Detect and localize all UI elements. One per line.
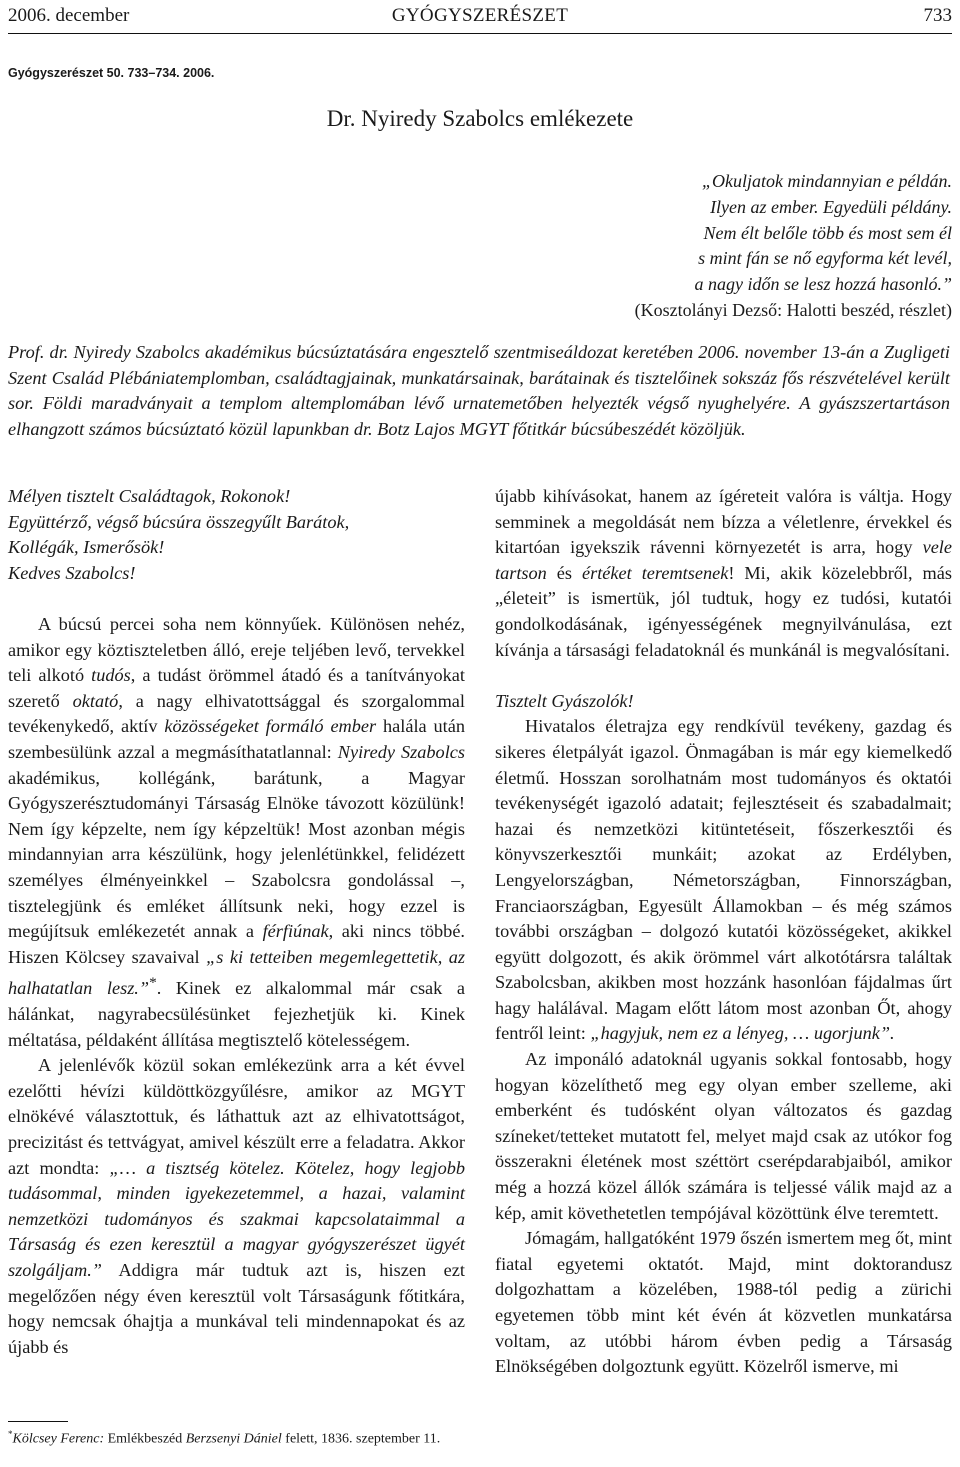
poem-line: „Okuljatok mindannyian e példán. xyxy=(702,171,952,191)
body-paragraph: Jómagám, hallgatóként 1979 őszén ismertem meg őt, mint fiatal egyetemi oktatót. Majd, mint doktorandusz dolgozhattam a közelében, 1988-tól pedig a zürichi egyetemen több mint két évén át közvetlen munkatársa voltam, az utóbbi három évben pedig a Társaság Elnökségében dolgoztunk együtt. Közelről ismerve, mi xyxy=(495,1228,952,1377)
salutation: Kollégák, Ismerősök! xyxy=(8,537,165,558)
body-paragraph: Hivatalos életrajza egy rendkívül tevékeny, gazdag és sikeres életpályát igazol. Önmagában is már egy kiemelkedő életmű. Hosszan sorolhatnám most tudományos és oktatói tevékenységét igazoló adatait; fejlesztéseit és szabadalmait; hazai és nemzetközi kitüntetéseit, főszerkesztői és könyvszerkesztői munkáit; azokat az Erdélyben, Lengyelországban, Németországban, Finnországban, Franciaországban, Egyesült Államokban – és még számos további országban – dolgozó kutatói közösségeket, akikkel együtt dolgozott, és akik örömmel várt alkotótársra találtak Szabolcsban, akikben most hozzánk hasonlóan fájdalmas űrt hagy halálával. Magam előtt látom most azonban Őt, ahogy fentről leint: „hagyjuk, nem ez a lényeg, … ugorjunk”. xyxy=(495,716,952,1044)
footnote-rule xyxy=(8,1421,68,1422)
body-paragraph: A jelenlévők közül sokan emlékezünk arra a két évvel ezelőtti hévízi küldöttközgyűlésre, amikor az MGYT elnökévé választottuk, és láthattuk azt az elhivatottságot, precizitást és tettvágyat, amivel készült erre a feladatra. Akkor azt mondta: „… a tisztség kötelez. Kötelez, hogy legjobb tudásommal, minden igyekezetemmel, a hazai, valamint nemzetközi tudományos és szakmai kapcsolataimmal a Társaság és ezen keresztül a magyar gyógyszerészet ügyét szolgáljam.” Addigra már tudtuk azt is, hiszen ezt megelőzően négy éven keresztül volt Társaságunk főtitkára, hogy nemcsak óhajtja a munkával teli mindennapokat és az újabb és xyxy=(8,1055,465,1357)
right-column xyxy=(495,484,952,1380)
salutation: Együttérző, végső búcsúra összegyűlt Barátok, xyxy=(8,511,350,532)
poem-line: Ilyen az ember. Egyedüli példány. xyxy=(710,196,952,217)
article-title: Dr. Nyiredy Szabolcs emlékezete xyxy=(326,106,634,131)
header-date: 2006. december xyxy=(8,5,130,26)
header-rule xyxy=(8,33,952,34)
body-paragraph: újabb kihívásokat, hanem az ígéreteit valóra is váltja. Hogy semminek a megoldását nem bízza a véletlenre, érvekkel és kitartóan igyekszik rávenni környezetét is arra, hogy vele tartson és értéket teremtsenek! Mi, akik közelebbről, más „életeit” is ismertük, jól tudtuk, hogy ez tudósi, kutatói gondolkodásának, igényességének megnyilvánulása, ezt kívánja a társasági feladatoknál és munkánál is megvalósítani. xyxy=(495,486,953,660)
page-number: 733 xyxy=(923,5,952,26)
body-paragraph: A búcsú percei soha nem könnyűek. Különösen nehéz, amikor egy köztiszteletben álló, ereje teljében levő, tervekkel teli alkotó tudós, a tudást örömmel átadó és a tanítványokat szerető oktató, a nagy elhivatottsággal és szorgalommal tevékenykedő, aktív közösségeket formáló ember halála után szembesülünk azzal a megmásíthatatlannal: Nyiredy Szabolcs akadémikus, kollégánk, barátunk, a Magyar Gyógyszerésztudományi Társaság Elnöke távozott közülünk! Nem így képzelte, nem így képzeltük! Most azonban mégis mindannyian arra készülünk, hogy jelenlétünkkel, felidézett személyes élményeinkkel – Szabolcsra gondolással –, tisztelegjünk és emléket állítsunk neki, hogy ezzel is megújítsuk emlékezetét annak a férfiúnak, aki nincs többé. Hiszen Kölcsey szavaival „s ki tetteiben megemlegettetik, az halhatatlan lesz.”*. Kinek ez alkalommal már csak a hálánkat, nagyrabecsülésünket fejezhetjük ki. Kinek méltatása, példaként állítása megtisztelő kötelességem. xyxy=(8,613,466,1050)
poem-line: s mint fán se nő egyforma két levél, xyxy=(698,248,952,269)
lead-paragraph: Prof. dr. Nyiredy Szabolcs akadémikus búcsúztatására engesztelő szentmiseáldozat keretében 2006. november 13-án a Zugligeti Szent Család Plébániatemplomban, családtagjainak, munkatársainak, barátainak és tisztelőinek sokszáz fős részvételével került sor. Földi maradványait a templom altemplomában lévő urnatemetőben helyezték végső nyughelyére. A gyászszertartáson elhangzott számos búcsúztató közül lapunkban dr. Botz Lajos MGYT főtitkár búcsúbeszédét közöljük. xyxy=(8,342,950,439)
poem-line: Nem élt belőle több és most sem él xyxy=(703,222,952,243)
footnote: *Kölcsey Ferenc: Emlékbeszéd Berzsenyi Dániel felett, 1836. szeptember 11. xyxy=(8,1429,441,1447)
salutation: Tisztelt Gyászolók! xyxy=(495,690,634,711)
header-journal: GYÓGYSZERÉSZET xyxy=(391,5,569,26)
poem-source: (Kosztolányi Dezső: Halotti beszéd, részlet) xyxy=(634,299,952,320)
poem-line: a nagy időn se lesz hozzá hasonló.” xyxy=(694,274,952,295)
running-header xyxy=(8,4,952,28)
salutation: Kedves Szabolcs! xyxy=(8,562,136,583)
body-paragraph: Az imponáló adatoknál ugyanis sokkal fontosabb, hogy hogyan közelíthető meg egy olyan ember szelleme, aki emberként és tudósként olyan változatos és gazdag színeket/tetteket mutatott fel, melyet majd csak az utókor fog összerakni életének most széttört cserépdarabjaiból, amikor még a hozzá közel állók számára is teljessé válik majd az a kép, amit követhetetlen tempójával közöttünk élve teremtett. xyxy=(495,1049,952,1223)
left-column xyxy=(8,484,465,1360)
footnote-marker: * xyxy=(149,974,157,992)
salutation: Mélyen tisztelt Családtagok, Rokonok! xyxy=(8,486,291,506)
citation: Gyógyszerészet 50. 733–734. 2006. xyxy=(8,66,215,80)
epigraph-poem xyxy=(635,169,952,324)
